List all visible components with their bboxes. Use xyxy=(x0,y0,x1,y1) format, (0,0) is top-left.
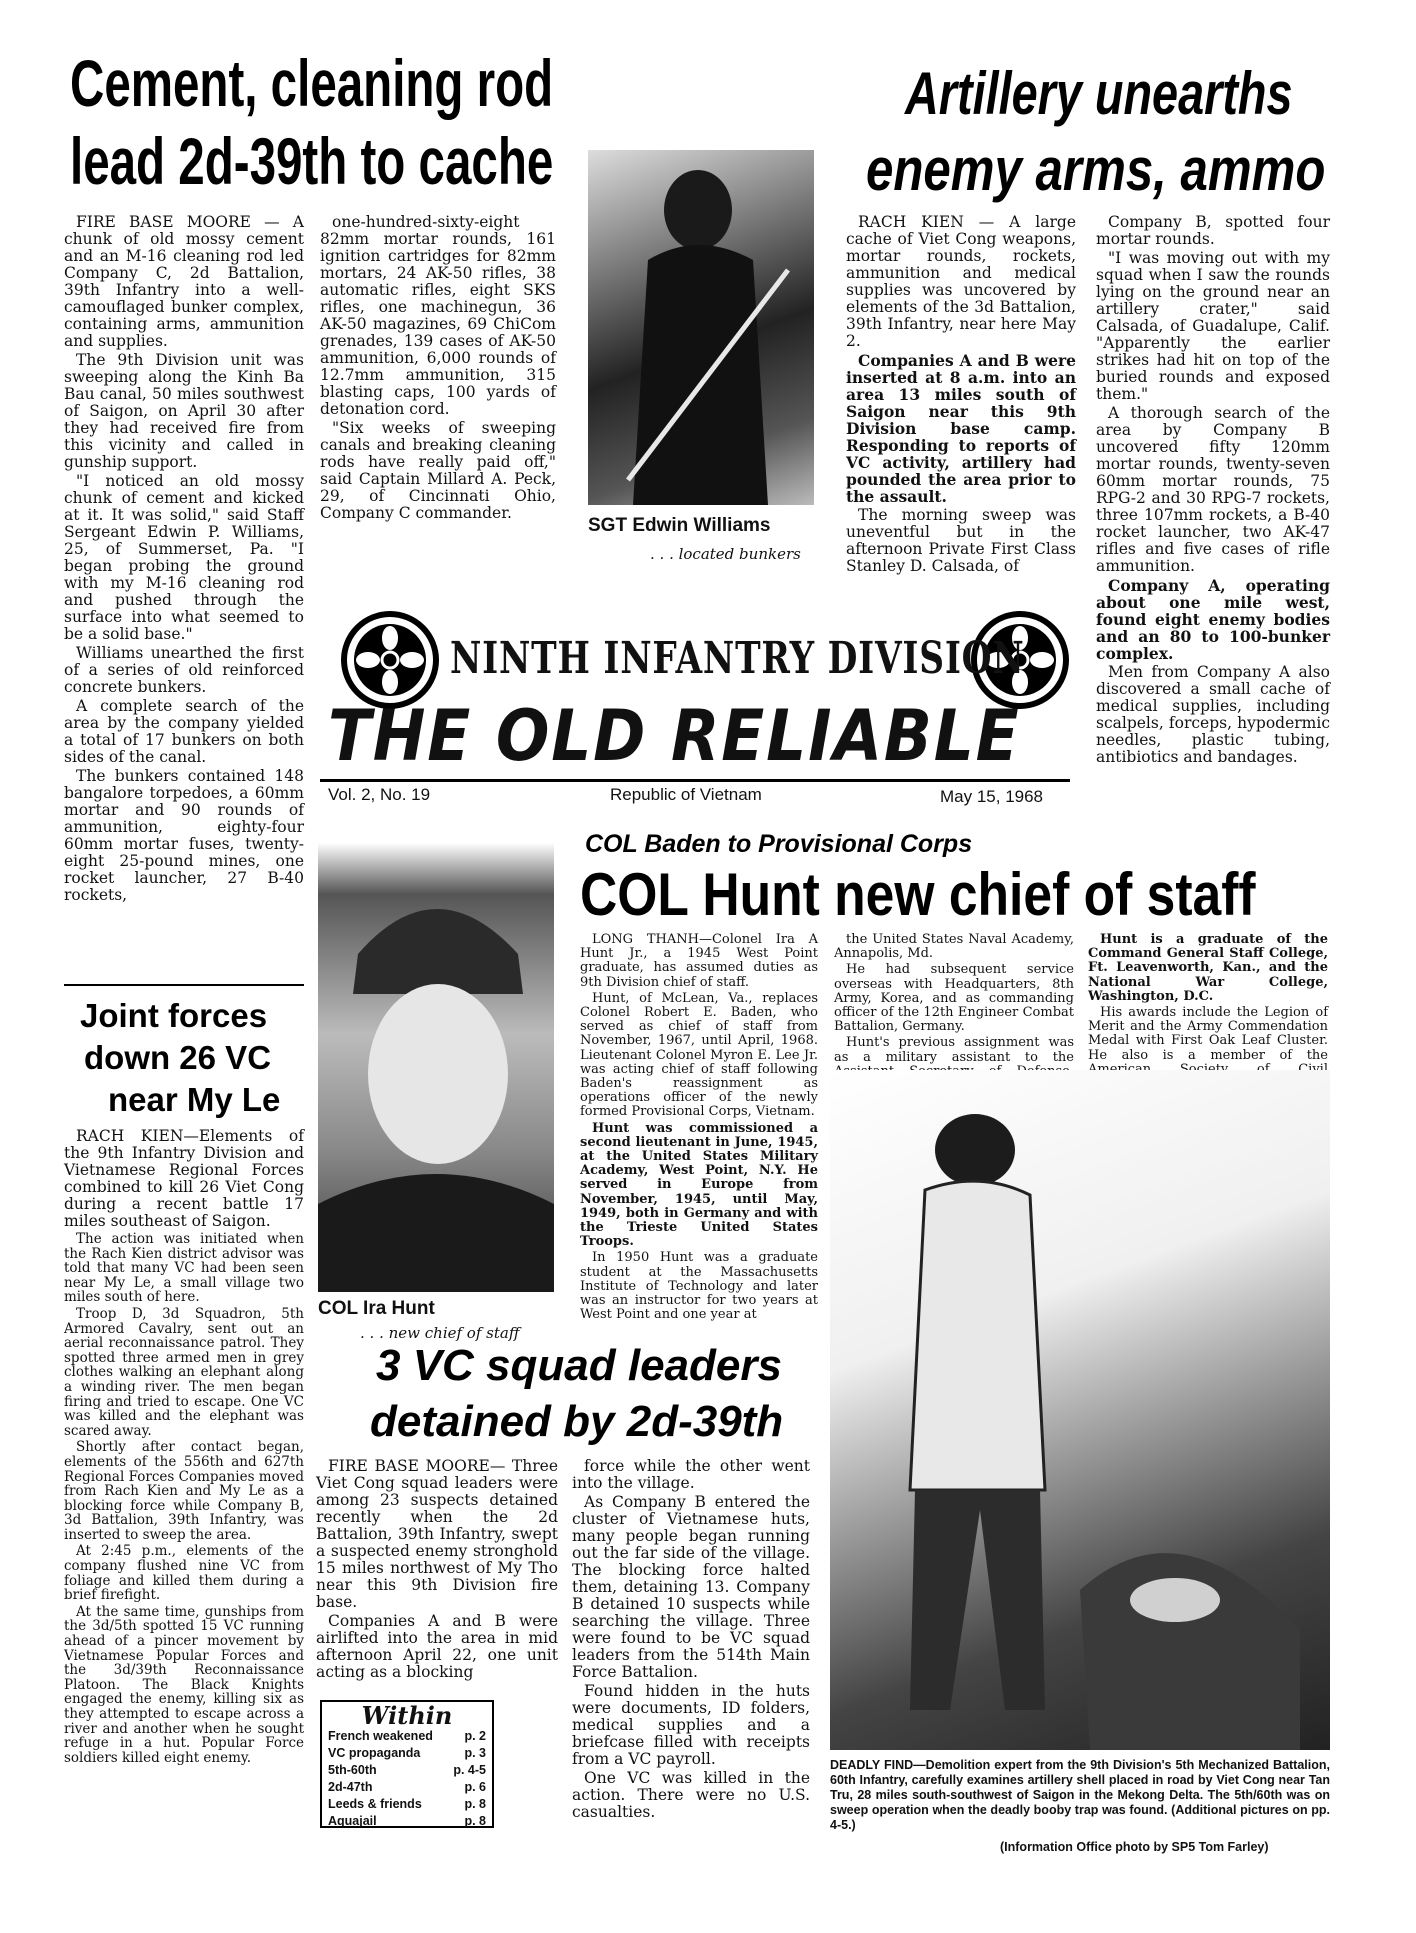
story1-paragraph: FIRE BASE MOORE — A chunk of old mossy cement and an M-16 cleaning rod led Company C, 2d Battalion, 39th Infantry into a well-camouflaged bunker complex, containing arms, ammunition and supplies. xyxy=(64,213,304,350)
within-item-page: p. 2 xyxy=(464,1729,486,1743)
story3-paragraph-bold: Hunt is a graduate of the Command General Staff College, Ft. Leavenworth, Kan., and the National War College, Washington, D.C. xyxy=(1088,932,1328,1004)
deadly-find-caption-lead: DEADLY FIND xyxy=(830,1758,914,1772)
story1-paragraph: The bunkers contained 148 bangalore torpedoes, a 60mm mortar and 90 rounds of ammunition, eighty-four 60mm mortar fuses, twenty-eight 25-pound mines, one rocket launcher, 27 B-40 rockets, xyxy=(64,767,304,904)
story4-paragraph: The action was initiated when the Rach Kien district advisor was told that many VC had been seen near My Le, a small village two miles south of here. xyxy=(64,1231,304,1306)
story5-paragraph: As Company B entered the cluster of Vietnamese huts, many people began running out the far side of the village. The blocking force halted them, detaining 13. Company B detained 10 suspects while searching the village. Three were found to be VC squad leaders from the 514th Main Force Battalion. xyxy=(572,1493,810,1681)
masthead-division-name: NINTH INFANTRY DIVISION xyxy=(450,633,1025,684)
story2-paragraph-bold: Company A, operating about one mile west, found eight enemy bodies and an 80 to 100-bunker complex. xyxy=(1096,576,1330,663)
within-item xyxy=(322,1813,492,1830)
story2-paragraph: A thorough search of the area by Company B uncovered fifty 120mm mortar rounds, twenty-seven 60mm mortar rounds, 75 RPG-2 and 30 RPG-7 rockets, three 107mm rockets, a B-40 rocket launcher, two AK-47 rifles and five cases of rifle ammunition. xyxy=(1096,404,1330,575)
soldier-silhouette-icon xyxy=(588,150,814,505)
story2-column-1 xyxy=(846,214,1076,577)
within-item xyxy=(322,1779,492,1796)
story5-column-2 xyxy=(572,1458,810,1823)
story5-paragraph: One VC was killed in the action. There were no U.S. casualties. xyxy=(572,1769,810,1821)
story3-paragraph: His awards include the Legion of Merit and the Army Commendation Medal with First Oak Leaf Cluster. He also is a member of the xyxy=(1088,1005,1328,1063)
col-hunt-photo xyxy=(318,824,554,1292)
deadly-find-caption-text: —Demolition expert from the 9th Division's 5th Mechanized Battalion, 60th Infantry, carefully examines artillery shell placed in road by Viet Cong near Tan Tru, 28 miles south-southwest of Saigon in the Mekong Delta. The 5th/60th was on sweep operation when the deadly booby trap was found. (Additional pictures on pp. 4-5.) xyxy=(830,1758,1330,1832)
story5-paragraph: FIRE BASE MOORE— Three Viet Cong squad leaders were among 23 suspects detained recently when the 2d Battalion, 39th Infantry, swept a suspected enemy stronghold 15 miles northwest of My Tho near this 9th Division fire base. xyxy=(316,1457,558,1611)
story5-headline-line2: detained by 2d-39th xyxy=(370,1397,784,1446)
story1-paragraph: "Six weeks of sweeping canals and breaking cleaning rods have really paid off," said Captain Millard A. Peck, 29, of Cincinnati Ohio, Company C commander. xyxy=(320,419,556,522)
story1-column-2 xyxy=(320,214,556,524)
story1-paragraph: Williams unearthed the first of a series of old reinforced concrete bunkers. xyxy=(64,644,304,696)
story1-paragraph: The 9th Division unit was sweeping along the Kinh Ba Bau canal, 50 miles southwest of Saigon, on April 30 after they had received fire from this vicinity and called in gunship support. xyxy=(64,351,304,471)
story5-headline-line1: 3 VC squad leaders xyxy=(376,1341,782,1390)
within-item-page: p. 6 xyxy=(464,1780,486,1794)
story1-paragraph: "I noticed an old mossy chunk of cement and kicked at it. It was solid," said Staff Sergeant Edwin P. Williams, 25, of Summerset, Pa. "I began probing the ground with my M-16 cleaning rod and pushed through the surface into what seemed to be a solid base." xyxy=(64,472,304,643)
deadly-find-caption xyxy=(830,1758,1330,1833)
story5-paragraph: force while the other went into the village. xyxy=(572,1457,810,1492)
story3-column-1 xyxy=(580,933,818,1324)
within-item-page: p. 8 xyxy=(464,1814,486,1828)
story2-column-2 xyxy=(1096,214,1330,768)
story2-paragraph: RACH KIEN — A large cache of Viet Cong weapons, mortar rounds, rockets, ammunition and medical supplies was uncovered by elements of the 3d Battalion, 39th Infantry, near here May 2. xyxy=(846,213,1076,350)
story3-paragraph: In 1950 Hunt was a graduate student at the Massachusetts Institute of Technology and later was an instructor for two years at West Point and one year at xyxy=(580,1250,818,1323)
masthead-place: Republic of Vietnam xyxy=(610,785,762,804)
story4-paragraph: Shortly after contact began, elements of the 556th and 627th Regional Forces Companies moved from Rach Kien and My Le as a blocking force while Company B, 3d Battalion, 39th Infantry, was inserted to sweep the area. xyxy=(64,1439,304,1543)
col-hunt-photo-caption: . . . new chief of staff xyxy=(360,1324,520,1342)
within-item-label: Aquajail xyxy=(328,1814,377,1828)
story2-paragraph-bold: Companies A and B were inserted at 8 a.m. into an area 13 miles south of Saigon near this 9th Division base camp. Responding to reports of VC activity, artillery had pounded the area prior to the assault. xyxy=(846,351,1076,506)
masthead-date: May 15, 1968 xyxy=(940,787,1044,806)
story5-paragraph: Found hidden in the huts were documents, ID folders, medical supplies and a briefcase filled with receipts from a VC payroll. xyxy=(572,1682,810,1768)
story3-paragraph: the United States Naval Academy, Annapolis, Md. xyxy=(834,932,1074,962)
story4-paragraph: Troop D, 3d Squadron, 5th Armored Cavalry, sent out an aerial reconnaissance patrol. They spotted three armed men in grey clothes walking an elephant along a winding river. The men began firing and tried to escape. One VC was killed and the elephant was scared away. xyxy=(64,1305,304,1439)
story2-paragraph: "I was moving out with my squad when I saw the rounds lying on the ground near an artillery crater," said Calsada, of Guadalupe, Calif. "Apparently the earlier strikes had hit on top of the buried rounds and exposed them." xyxy=(1096,249,1330,403)
deadly-find-photo-credit: (Information Office photo by SP5 Tom Farley) xyxy=(1000,1840,1269,1854)
within-item xyxy=(322,1745,492,1762)
sgt-williams-photo-name: SGT Edwin Williams xyxy=(588,515,771,536)
story4-headline-line2: down 26 VC xyxy=(84,1039,272,1076)
story3-paragraph: Hunt, of McLean, Va., replaces Colonel Robert E. Baden, who served as chief of staff from November, 1967, until April, 1968. Lieutenant Colonel Myron E. Lee Jr. was acting chief of staff following Baden's reassignment as operations officer of the newly formed Provisional Corps, Vietnam. xyxy=(580,990,818,1120)
story5-column-1 xyxy=(316,1458,558,1683)
deadly-find-photo xyxy=(830,1070,1330,1750)
story2-headline-line1: Artillery unearths xyxy=(905,60,1293,127)
story1-column-1 xyxy=(64,214,304,906)
story3-paragraph: Hunt's previous assignment was as a military assistant to the xyxy=(834,1035,1074,1065)
story2-paragraph: Men from Company A also discovered a small cache of medical supplies, including scalpels, forceps, hypodermic needles, plastic tubing, antibiotics and bandages. xyxy=(1096,663,1330,766)
within-index-box xyxy=(320,1700,494,1828)
within-item-page: p. 8 xyxy=(464,1797,486,1811)
story4-column xyxy=(64,1128,304,1767)
within-item-page: p. 3 xyxy=(464,1746,486,1760)
story3-headline: COL Hunt new chief of staff xyxy=(580,861,1256,928)
masthead-rule xyxy=(320,779,1070,782)
within-item xyxy=(322,1762,492,1779)
within-item xyxy=(322,1728,492,1745)
sgt-williams-photo-caption: . . . located bunkers xyxy=(650,545,801,563)
story2-paragraph: Company B, spotted four mortar rounds. xyxy=(1096,213,1330,248)
story4-paragraph: At the same time, gunships from the 3d/5th spotted 15 VC running ahead of a pincer movement by Vietnamese Popular Forces and the 3d/39th Reconnaissance Platoon. The Black Knights engaged the enemy, killing six as they attempted to escape across a river and another when he sought refuge in a hut. Popular Force soldiers killed eight enemy. xyxy=(64,1603,304,1766)
story2-headline-line2: enemy arms, ammo xyxy=(866,136,1326,203)
within-title: Within xyxy=(361,1701,453,1730)
masthead xyxy=(320,595,1070,820)
within-item-label: 5th-60th xyxy=(328,1763,377,1777)
story1-headline-line1: Cement, cleaning rod xyxy=(70,46,554,120)
officer-portrait-icon xyxy=(318,824,554,1292)
within-item-label: VC propaganda xyxy=(328,1746,421,1760)
story5-paragraph: Companies A and B were airlifted into the area in mid afternoon April 22, one unit acting as a blocking xyxy=(316,1612,558,1681)
story3-paragraph: LONG THANH—Colonel Ira A Hunt Jr., a 1945 West Point graduate, has assumed duties as 9th Division chief of staff. xyxy=(580,932,818,990)
story1-paragraph: A complete search of the area by the company yielded a total of 17 bunkers on both sides of the canal. xyxy=(64,697,304,766)
story1-paragraph: one-hundred-sixty-eight 82mm mortar rounds, 161 ignition cartridges for 82mm mortars, 24 AK-50 rifles, 38 automatic rifles, eight SKS rifles, one machinegun, 36 AK-50 magazines, 69 ChiCom grenades, 139 cases of AK-50 ammunition, 6,000 rounds of 12.7mm ammunition, 315 blasting caps, 100 yards of detonation cord. xyxy=(320,213,556,418)
within-item-label: 2d-47th xyxy=(328,1780,373,1794)
story3-paragraph-bold: Hunt was commissioned a second lieutenant in June, 1945, at the United States Military Academy, West Point, N.Y. He served in Europe from November, 1945, until May, 1949, both in Germany and with the Trieste United States Troops. xyxy=(580,1120,818,1250)
within-item xyxy=(322,1796,492,1813)
within-item-page: p. 4-5 xyxy=(453,1763,486,1777)
within-item-label: French weakened xyxy=(328,1729,433,1743)
story1-headline-line2: lead 2d-39th to cache xyxy=(70,124,554,198)
story4-top-rule xyxy=(64,984,304,986)
sgt-williams-photo xyxy=(588,150,814,505)
story3-paragraph: He had subsequent service overseas with Headquarters, 8th Army, Korea, and as commanding officer of the 12th Engineer Combat Battalion, Germany. xyxy=(834,962,1074,1035)
col-hunt-photo-name: COL Ira Hunt xyxy=(318,1298,435,1319)
story4-headline-line3: near My Le xyxy=(108,1081,281,1118)
story4-headline-line1: Joint forces xyxy=(80,997,268,1034)
demolition-expert-figure-icon xyxy=(830,1070,1330,1750)
story2-paragraph: The morning sweep was uneventful but in the afternoon Private First Class Stanley D. Calsada, of xyxy=(846,506,1076,575)
story4-paragraph: At 2:45 p.m., elements of the company flushed nine VC from foliage and killed them during a brief firefight. xyxy=(64,1543,304,1604)
masthead-title: THE OLD RELIABLE xyxy=(328,695,1021,777)
masthead-volume: Vol. 2, No. 19 xyxy=(328,785,431,804)
story4-paragraph: RACH KIEN—Elements of the 9th Infantry Division and Vietnamese Regional Forces combined to kill 26 Viet Cong during a recent battle 17 miles southeast of Saigon. xyxy=(64,1127,304,1230)
within-item-label: Leeds & friends xyxy=(328,1797,422,1811)
story3-kicker: COL Baden to Provisional Corps xyxy=(585,830,973,858)
